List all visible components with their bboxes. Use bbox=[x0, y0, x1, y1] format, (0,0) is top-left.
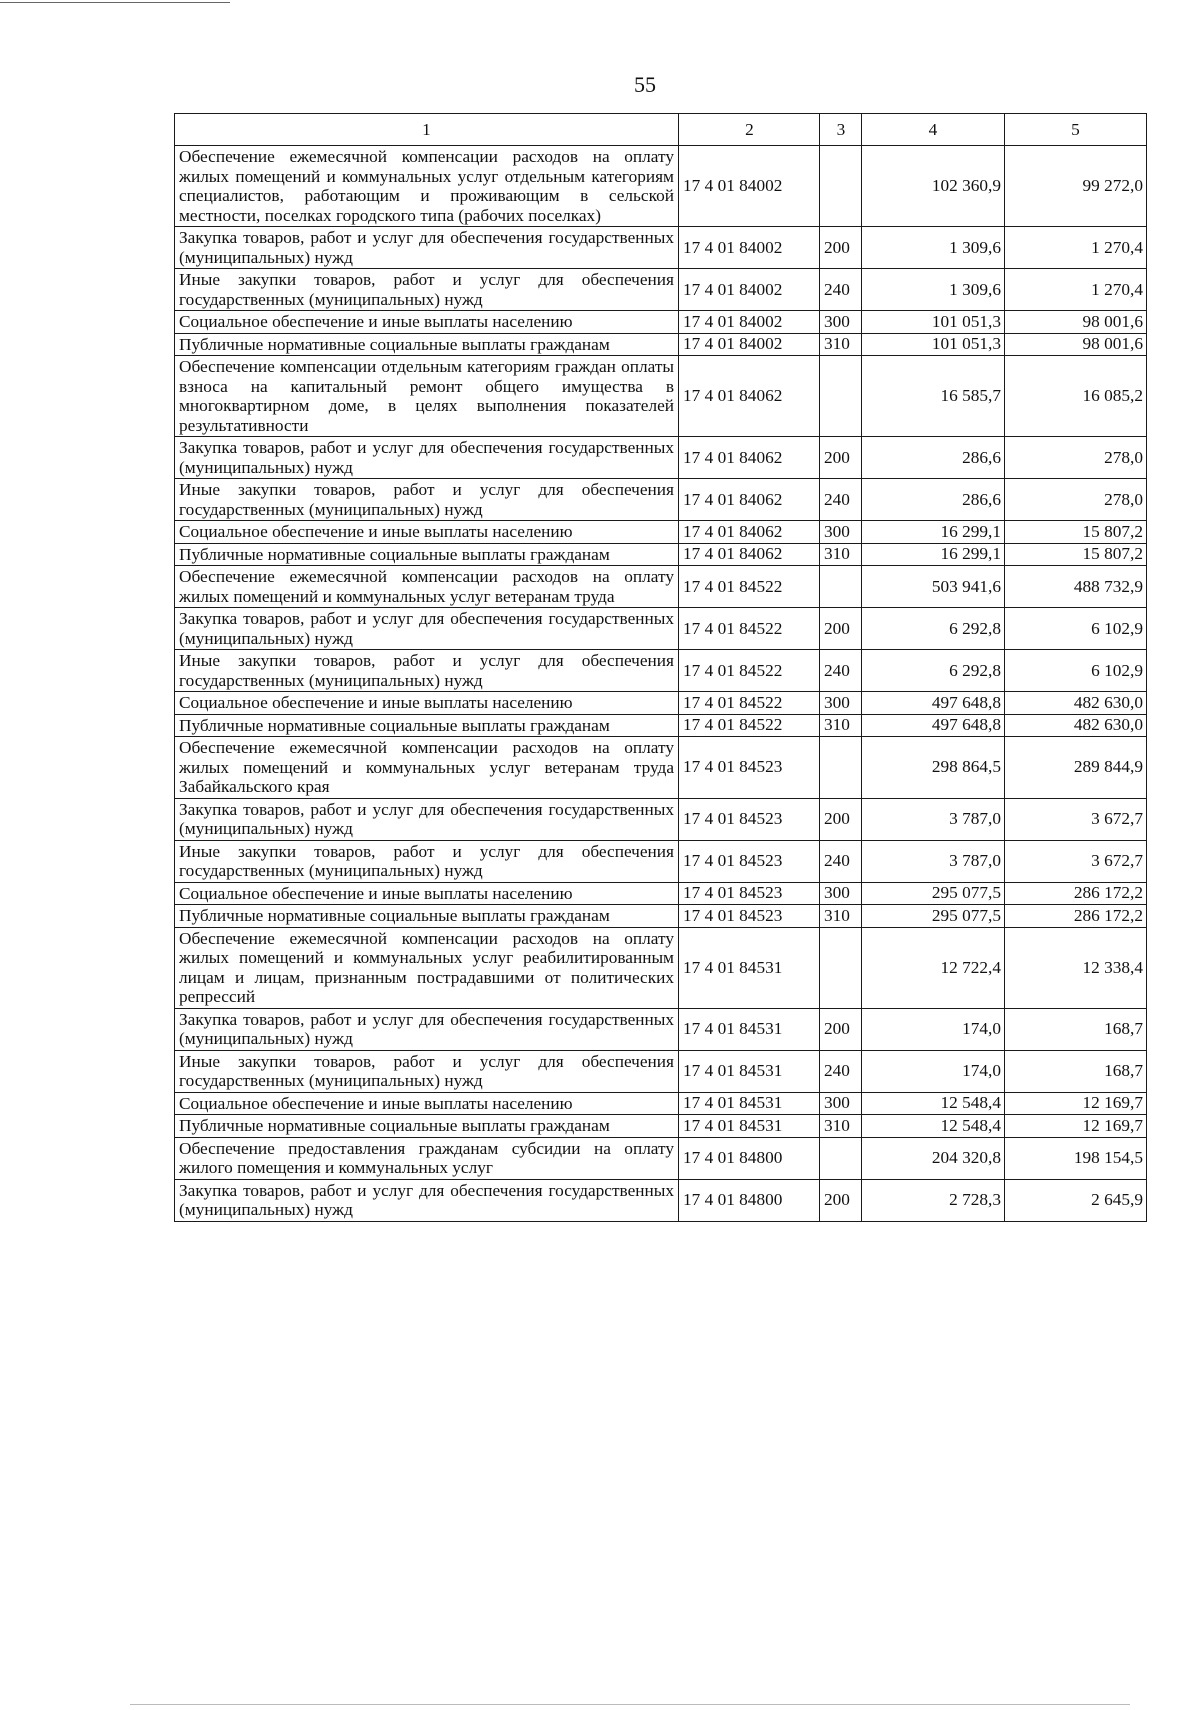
scan-artifact-top bbox=[0, 2, 230, 3]
row-code-cell: 17 4 01 84523 bbox=[679, 737, 820, 799]
row-value-col4-cell: 6 292,8 bbox=[862, 650, 1005, 692]
table-row bbox=[175, 479, 1147, 521]
table-row bbox=[175, 927, 1147, 1008]
row-value-col4-cell: 102 360,9 bbox=[862, 146, 1005, 227]
row-name-cell: Иные закупки товаров, работ и услуг для обеспечения государственных (муниципальных) нужд bbox=[175, 840, 679, 882]
table-header-row bbox=[175, 114, 1147, 146]
table-row bbox=[175, 333, 1147, 356]
row-type-cell: 310 bbox=[820, 1115, 862, 1138]
row-type-cell: 200 bbox=[820, 798, 862, 840]
row-code-cell: 17 4 01 84002 bbox=[679, 146, 820, 227]
row-value-col4-cell: 497 648,8 bbox=[862, 714, 1005, 737]
row-value-col4-cell: 497 648,8 bbox=[862, 692, 1005, 715]
row-value-col4-cell: 174,0 bbox=[862, 1050, 1005, 1092]
row-value-col5-cell: 289 844,9 bbox=[1005, 737, 1147, 799]
row-value-col5-cell: 16 085,2 bbox=[1005, 356, 1147, 437]
row-type-cell: 240 bbox=[820, 840, 862, 882]
budget-table bbox=[174, 113, 1147, 1222]
row-code-cell: 17 4 01 84002 bbox=[679, 333, 820, 356]
row-code-cell: 17 4 01 84002 bbox=[679, 311, 820, 334]
table-row bbox=[175, 269, 1147, 311]
row-value-col5-cell: 198 154,5 bbox=[1005, 1137, 1147, 1179]
row-value-col5-cell: 482 630,0 bbox=[1005, 714, 1147, 737]
table-row bbox=[175, 1179, 1147, 1221]
row-name-cell: Публичные нормативные социальные выплаты гражданам bbox=[175, 714, 679, 737]
row-code-cell: 17 4 01 84800 bbox=[679, 1137, 820, 1179]
row-name-cell: Социальное обеспечение и иные выплаты населению bbox=[175, 692, 679, 715]
column-header: 2 bbox=[679, 114, 820, 146]
row-value-col4-cell: 101 051,3 bbox=[862, 311, 1005, 334]
table-row bbox=[175, 737, 1147, 799]
row-code-cell: 17 4 01 84523 bbox=[679, 798, 820, 840]
row-value-col5-cell: 12 338,4 bbox=[1005, 927, 1147, 1008]
table-row bbox=[175, 650, 1147, 692]
row-value-col5-cell: 6 102,9 bbox=[1005, 608, 1147, 650]
row-type-cell: 200 bbox=[820, 1179, 862, 1221]
row-value-col5-cell: 1 270,4 bbox=[1005, 227, 1147, 269]
row-type-cell: 200 bbox=[820, 1008, 862, 1050]
row-name-cell: Социальное обеспечение и иные выплаты населению bbox=[175, 521, 679, 544]
row-name-cell: Публичные нормативные социальные выплаты гражданам bbox=[175, 1115, 679, 1138]
row-value-col4-cell: 101 051,3 bbox=[862, 333, 1005, 356]
table-row bbox=[175, 882, 1147, 905]
column-header: 5 bbox=[1005, 114, 1147, 146]
table-row bbox=[175, 714, 1147, 737]
row-value-col4-cell: 174,0 bbox=[862, 1008, 1005, 1050]
row-type-cell: 310 bbox=[820, 333, 862, 356]
row-code-cell: 17 4 01 84002 bbox=[679, 269, 820, 311]
row-value-col5-cell: 286 172,2 bbox=[1005, 905, 1147, 928]
row-name-cell: Закупка товаров, работ и услуг для обеспечения государственных (муниципальных) нужд bbox=[175, 798, 679, 840]
table-row bbox=[175, 1008, 1147, 1050]
row-name-cell: Закупка товаров, работ и услуг для обеспечения государственных (муниципальных) нужд bbox=[175, 1179, 679, 1221]
row-value-col5-cell: 168,7 bbox=[1005, 1008, 1147, 1050]
row-value-col5-cell: 98 001,6 bbox=[1005, 311, 1147, 334]
row-code-cell: 17 4 01 84062 bbox=[679, 356, 820, 437]
row-type-cell: 300 bbox=[820, 521, 862, 544]
row-type-cell: 240 bbox=[820, 1050, 862, 1092]
table-row bbox=[175, 905, 1147, 928]
row-value-col4-cell: 12 548,4 bbox=[862, 1115, 1005, 1138]
row-value-col4-cell: 204 320,8 bbox=[862, 1137, 1005, 1179]
row-code-cell: 17 4 01 84522 bbox=[679, 566, 820, 608]
row-type-cell: 300 bbox=[820, 882, 862, 905]
row-type-cell: 200 bbox=[820, 227, 862, 269]
row-value-col4-cell: 16 299,1 bbox=[862, 521, 1005, 544]
row-name-cell: Обеспечение ежемесячной компенсации расходов на оплату жилых помещений и коммунальных услуг ветеранам труда Забайкальского края bbox=[175, 737, 679, 799]
row-name-cell: Обеспечение ежемесячной компенсации расходов на оплату жилых помещений и коммунальных услуг реабилитированным лицам и лицам, признанным пострадавшими от политических репрессий bbox=[175, 927, 679, 1008]
row-code-cell: 17 4 01 84062 bbox=[679, 437, 820, 479]
row-value-col4-cell: 3 787,0 bbox=[862, 798, 1005, 840]
row-value-col5-cell: 482 630,0 bbox=[1005, 692, 1147, 715]
row-value-col5-cell: 6 102,9 bbox=[1005, 650, 1147, 692]
table-row bbox=[175, 566, 1147, 608]
row-type-cell: 300 bbox=[820, 1092, 862, 1115]
row-name-cell: Обеспечение предоставления гражданам субсидии на оплату жилого помещения и коммунальных услуг bbox=[175, 1137, 679, 1179]
row-type-cell: 240 bbox=[820, 479, 862, 521]
row-value-col5-cell: 1 270,4 bbox=[1005, 269, 1147, 311]
row-value-col5-cell: 15 807,2 bbox=[1005, 543, 1147, 566]
row-name-cell: Обеспечение компенсации отдельным категориям граждан оплаты взноса на капитальный ремонт общего имущества в многоквартирном доме, в целях выполнения показателей результативности bbox=[175, 356, 679, 437]
row-type-cell: 240 bbox=[820, 650, 862, 692]
row-code-cell: 17 4 01 84531 bbox=[679, 1050, 820, 1092]
page-number: 55 bbox=[634, 72, 656, 97]
table-row bbox=[175, 146, 1147, 227]
table-row bbox=[175, 692, 1147, 715]
row-type-cell bbox=[820, 566, 862, 608]
row-value-col5-cell: 488 732,9 bbox=[1005, 566, 1147, 608]
table-row bbox=[175, 311, 1147, 334]
row-value-col5-cell: 278,0 bbox=[1005, 479, 1147, 521]
row-type-cell bbox=[820, 737, 862, 799]
row-name-cell: Закупка товаров, работ и услуг для обеспечения государственных (муниципальных) нужд bbox=[175, 608, 679, 650]
row-value-col4-cell: 298 864,5 bbox=[862, 737, 1005, 799]
row-value-col5-cell: 98 001,6 bbox=[1005, 333, 1147, 356]
table-row bbox=[175, 1092, 1147, 1115]
row-value-col5-cell: 3 672,7 bbox=[1005, 840, 1147, 882]
row-code-cell: 17 4 01 84531 bbox=[679, 1115, 820, 1138]
row-type-cell: 300 bbox=[820, 692, 862, 715]
row-value-col4-cell: 295 077,5 bbox=[862, 905, 1005, 928]
row-code-cell: 17 4 01 84523 bbox=[679, 905, 820, 928]
table-row bbox=[175, 798, 1147, 840]
row-value-col4-cell: 12 548,4 bbox=[862, 1092, 1005, 1115]
table-row bbox=[175, 1050, 1147, 1092]
row-type-cell bbox=[820, 927, 862, 1008]
table-row bbox=[175, 356, 1147, 437]
table-row bbox=[175, 840, 1147, 882]
table-row bbox=[175, 543, 1147, 566]
row-code-cell: 17 4 01 84522 bbox=[679, 608, 820, 650]
row-value-col5-cell: 168,7 bbox=[1005, 1050, 1147, 1092]
row-code-cell: 17 4 01 84062 bbox=[679, 543, 820, 566]
row-value-col4-cell: 2 728,3 bbox=[862, 1179, 1005, 1221]
row-value-col4-cell: 12 722,4 bbox=[862, 927, 1005, 1008]
row-name-cell: Закупка товаров, работ и услуг для обеспечения государственных (муниципальных) нужд bbox=[175, 227, 679, 269]
row-value-col4-cell: 295 077,5 bbox=[862, 882, 1005, 905]
row-value-col5-cell: 3 672,7 bbox=[1005, 798, 1147, 840]
row-code-cell: 17 4 01 84523 bbox=[679, 882, 820, 905]
row-code-cell: 17 4 01 84002 bbox=[679, 227, 820, 269]
row-type-cell: 300 bbox=[820, 311, 862, 334]
column-header: 3 bbox=[820, 114, 862, 146]
row-value-col5-cell: 278,0 bbox=[1005, 437, 1147, 479]
table-body bbox=[175, 114, 1147, 1222]
row-value-col5-cell: 2 645,9 bbox=[1005, 1179, 1147, 1221]
row-name-cell: Иные закупки товаров, работ и услуг для обеспечения государственных (муниципальных) нужд bbox=[175, 1050, 679, 1092]
row-code-cell: 17 4 01 84522 bbox=[679, 650, 820, 692]
table-row bbox=[175, 437, 1147, 479]
row-value-col4-cell: 286,6 bbox=[862, 479, 1005, 521]
table-row bbox=[175, 1115, 1147, 1138]
row-type-cell: 200 bbox=[820, 437, 862, 479]
row-value-col5-cell: 286 172,2 bbox=[1005, 882, 1147, 905]
table-row bbox=[175, 521, 1147, 544]
row-value-col4-cell: 286,6 bbox=[862, 437, 1005, 479]
row-name-cell: Социальное обеспечение и иные выплаты населению bbox=[175, 882, 679, 905]
row-code-cell: 17 4 01 84531 bbox=[679, 1008, 820, 1050]
row-value-col4-cell: 6 292,8 bbox=[862, 608, 1005, 650]
row-name-cell: Иные закупки товаров, работ и услуг для обеспечения государственных (муниципальных) нужд bbox=[175, 650, 679, 692]
row-value-col4-cell: 503 941,6 bbox=[862, 566, 1005, 608]
row-name-cell: Иные закупки товаров, работ и услуг для обеспечения государственных (муниципальных) нужд bbox=[175, 479, 679, 521]
row-type-cell: 310 bbox=[820, 905, 862, 928]
row-name-cell: Социальное обеспечение и иные выплаты населению bbox=[175, 1092, 679, 1115]
row-name-cell: Публичные нормативные социальные выплаты гражданам bbox=[175, 543, 679, 566]
row-name-cell: Обеспечение ежемесячной компенсации расходов на оплату жилых помещений и коммунальных услуг отдельным категориям специалистов, работающим и проживающим в сельской местности, поселках городского типа (рабочих поселках) bbox=[175, 146, 679, 227]
row-value-col4-cell: 3 787,0 bbox=[862, 840, 1005, 882]
row-name-cell: Закупка товаров, работ и услуг для обеспечения государственных (муниципальных) нужд bbox=[175, 437, 679, 479]
table-row bbox=[175, 1137, 1147, 1179]
row-name-cell: Социальное обеспечение и иные выплаты населению bbox=[175, 311, 679, 334]
table-row bbox=[175, 608, 1147, 650]
row-code-cell: 17 4 01 84062 bbox=[679, 521, 820, 544]
column-header: 1 bbox=[175, 114, 679, 146]
row-value-col5-cell: 12 169,7 bbox=[1005, 1115, 1147, 1138]
row-name-cell: Закупка товаров, работ и услуг для обеспечения государственных (муниципальных) нужд bbox=[175, 1008, 679, 1050]
row-value-col4-cell: 16 299,1 bbox=[862, 543, 1005, 566]
column-header: 4 bbox=[862, 114, 1005, 146]
row-code-cell: 17 4 01 84800 bbox=[679, 1179, 820, 1221]
row-value-col4-cell: 1 309,6 bbox=[862, 269, 1005, 311]
row-value-col5-cell: 12 169,7 bbox=[1005, 1092, 1147, 1115]
row-code-cell: 17 4 01 84531 bbox=[679, 927, 820, 1008]
row-value-col5-cell: 15 807,2 bbox=[1005, 521, 1147, 544]
row-type-cell bbox=[820, 1137, 862, 1179]
row-type-cell: 310 bbox=[820, 543, 862, 566]
row-type-cell: 200 bbox=[820, 608, 862, 650]
row-name-cell: Публичные нормативные социальные выплаты гражданам bbox=[175, 905, 679, 928]
row-type-cell bbox=[820, 356, 862, 437]
row-name-cell: Иные закупки товаров, работ и услуг для обеспечения государственных (муниципальных) нужд bbox=[175, 269, 679, 311]
scan-artifact-bottom bbox=[130, 1704, 1130, 1705]
table-row bbox=[175, 227, 1147, 269]
row-type-cell: 240 bbox=[820, 269, 862, 311]
row-code-cell: 17 4 01 84522 bbox=[679, 692, 820, 715]
row-code-cell: 17 4 01 84522 bbox=[679, 714, 820, 737]
row-value-col5-cell: 99 272,0 bbox=[1005, 146, 1147, 227]
row-code-cell: 17 4 01 84523 bbox=[679, 840, 820, 882]
row-name-cell: Обеспечение ежемесячной компенсации расходов на оплату жилых помещений и коммунальных услуг ветеранам труда bbox=[175, 566, 679, 608]
row-name-cell: Публичные нормативные социальные выплаты гражданам bbox=[175, 333, 679, 356]
row-code-cell: 17 4 01 84062 bbox=[679, 479, 820, 521]
row-type-cell bbox=[820, 146, 862, 227]
row-type-cell: 310 bbox=[820, 714, 862, 737]
row-code-cell: 17 4 01 84531 bbox=[679, 1092, 820, 1115]
row-value-col4-cell: 1 309,6 bbox=[862, 227, 1005, 269]
row-value-col4-cell: 16 585,7 bbox=[862, 356, 1005, 437]
